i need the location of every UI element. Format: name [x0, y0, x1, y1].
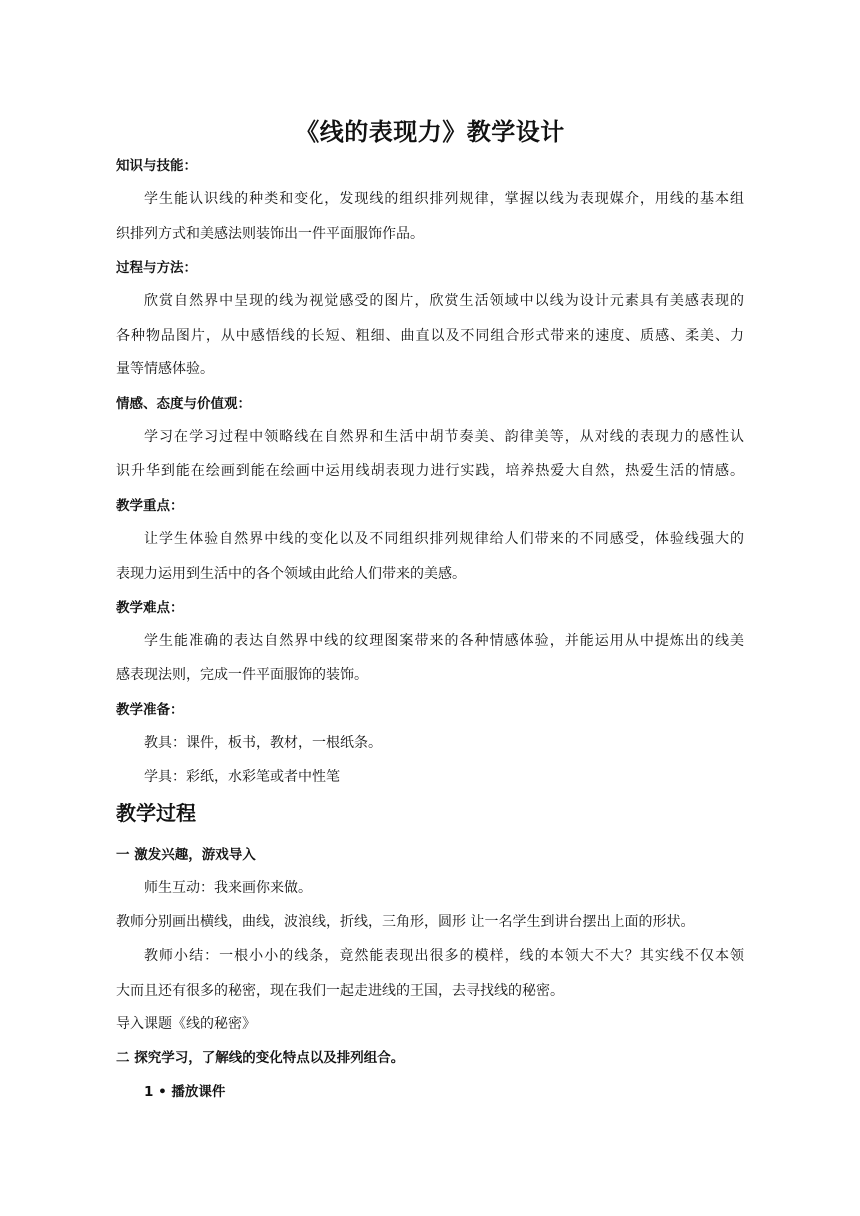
draw-line: 教师分别画出横线，曲线，波浪线，折线，三角形，圆形 让一名学生到讲台摆出上面的形状。 — [116, 914, 695, 930]
topic-line: 导入课题《线的秘密》 — [116, 1016, 256, 1032]
heading-section-1: 一 激发兴趣，游戏导入 — [116, 847, 256, 863]
paragraph-line: 学习在学习过程中领略线在自然界和生活中胡节奏美、韵律美等，从对线的表现力的感性认 — [144, 429, 744, 445]
paragraph-line: 学生能准确的表达自然界中线的纹理图案带来的各种情感体验，并能运用从中提炼出的线美 — [144, 633, 744, 649]
summary-line: 教师小结：一根小小的线条，竟然能表现出很多的模样，线的本领大不大？其实线不仅本领 — [144, 948, 744, 964]
student-materials: 学具：彩纸，水彩笔或者中性笔 — [144, 769, 340, 785]
teacher-materials: 教具：课件，板书，教材，一根纸条。 — [144, 735, 382, 751]
interaction-line: 师生互动：我来画你来做。 — [144, 880, 312, 896]
paragraph-line: 织排列方式和美感法则装饰出一件平面服饰作品。 — [116, 226, 424, 242]
heading-key-points: 教学重点： — [116, 498, 184, 514]
heading-process: 过程与方法： — [116, 260, 197, 276]
heading-section-2: 二 探究学习，了解线的变化特点以及排列组合。 — [116, 1050, 405, 1066]
paragraph-line: 学生能认识线的种类和变化，发现线的组织排列规律，掌握以线为表现媒介，用线的基本组 — [144, 191, 744, 207]
paragraph-line: 欣赏自然界中呈现的线为视觉感受的图片，欣赏生活领域中以线为设计元素具有美感表现的 — [144, 293, 744, 309]
paragraph-line: 让学生体验自然界中线的变化以及不同组织排列规律给人们带来的不同感受，体验线强大的 — [144, 531, 744, 547]
heading-emotion: 情感、态度与价值观： — [116, 396, 251, 412]
summary-line: 大而且还有很多的秘密，现在我们一起走进线的王国，去寻找线的秘密。 — [116, 983, 564, 999]
document-title: 《线的表现力》教学设计 — [295, 117, 565, 146]
heading-preparation: 教学准备： — [116, 702, 184, 718]
paragraph-line: 表现力运用到生活中的各个领域由此给人们带来的美感。 — [116, 566, 466, 582]
paragraph-line: 各种物品图片，从中感悟线的长短、粗细、曲直以及不同组合形式带来的速度、质感、柔美、力 — [116, 328, 744, 344]
heading-teaching-process: 教学过程 — [116, 801, 196, 825]
paragraph-line: 量等情感体验。 — [116, 361, 214, 377]
paragraph-line: 感表现法则，完成一件平面服饰的装饰。 — [116, 667, 368, 683]
paragraph-line: 识升华到能在绘画到能在绘画中运用线胡表现力进行实践，培养热爱大自然，热爱生活的情感。 — [116, 463, 744, 479]
heading-difficulties: 教学难点： — [116, 600, 184, 616]
heading-knowledge: 知识与技能： — [116, 158, 197, 174]
item-play-courseware: 1 • 播放课件 — [144, 1084, 226, 1100]
